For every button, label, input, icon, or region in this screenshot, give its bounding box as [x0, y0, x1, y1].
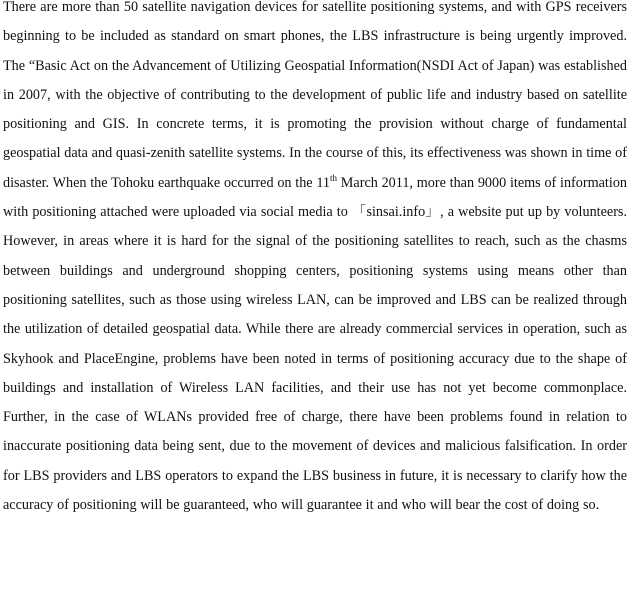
paragraph-text-part-1: There are more than 50 satellite navigation devices for satellite positioning systems, and with GPS receivers beginning to be included as standard on smart phones, the LBS infrastructure is being urgently improved. The “Basic Act on the Advancement of Utilizing Geospatial Information(NSDI Act of Japan) was established in 2007, with the objective of contributing to the development of public life and industry based on satellite positioning and GIS. In concrete terms, it is promoting the provision without charge of fundamental geospatial data and quasi-zenith satellite systems. In the course of this, its effectiveness was shown in time of disaster. When the Tohoku earthquake occurred on the 11: [3, 0, 627, 191]
body-paragraph: [3, 0, 627, 520]
ordinal-superscript: th: [330, 172, 338, 183]
paragraph-text-part-2: March 2011, more than 9000 items of information with positioning attached were uploaded via social media to 「sinsai.info」, a website put up by volunteers. However, in areas where it is hard for the signal of the positioning satellites to reach, such as the chasms between buildings and underground shopping centers, positioning systems using means other than positioning satellites, such as those using wireless LAN, can be improved and LBS can be realized through the utilization of detailed geospatial data. While there are already commercial services in operation, such as Skyhook and PlaceEngine, problems have been noted in terms of positioning accuracy due to the shape of buildings and installation of Wireless LAN facilities, and their use has not yet become commonplace. Further, in the case of WLANs provided free of charge, there have been problems found in relation to inaccurate positioning data being sent, due to the movement of devices and malicious falsification. In order for LBS providers and LBS operators to expand the LBS business in future, it is necessary to clarify how the accuracy of positioning will be guaranteed, who will guarantee it and who will bear the cost of doing so.: [3, 174, 628, 514]
